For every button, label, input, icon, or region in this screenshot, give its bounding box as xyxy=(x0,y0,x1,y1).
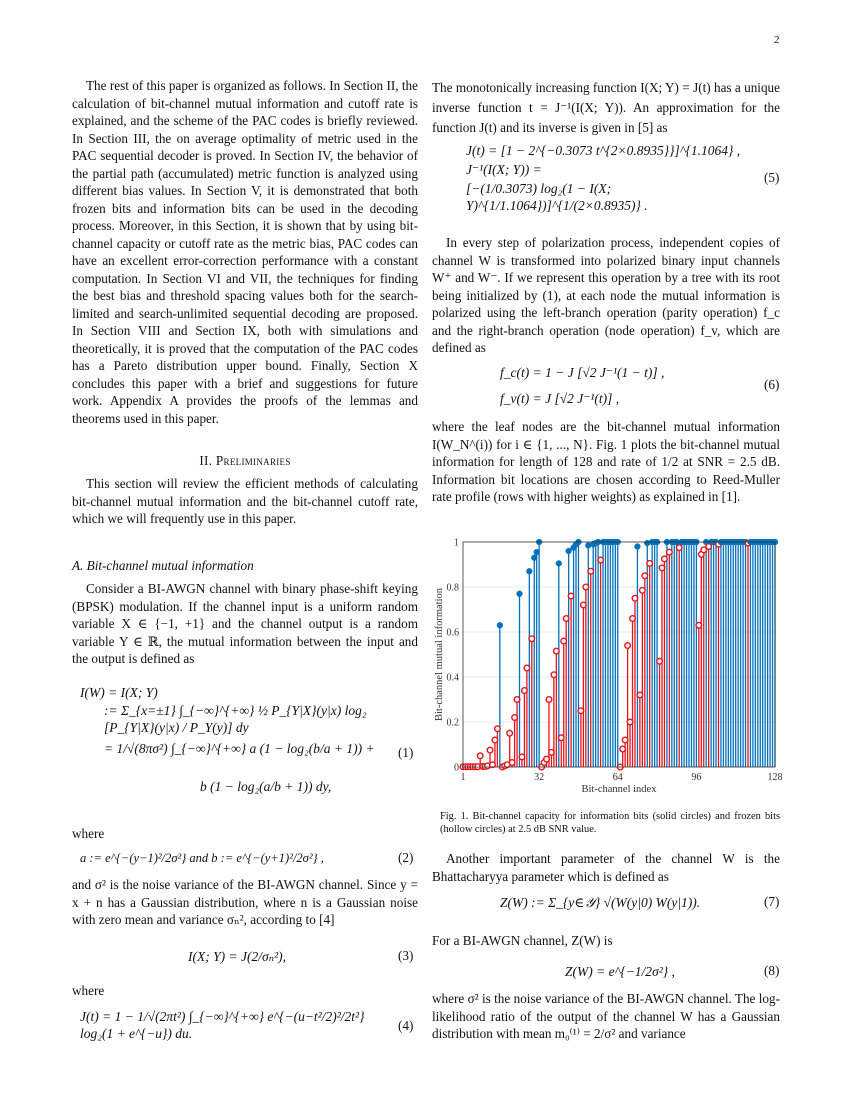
frozen-bit-marker xyxy=(492,737,498,743)
preliminaries-paragraph: This section will review the efficient methods of calculating bit-channel mutual information and the bit-channel cutoff rate, which we will frequently use in this paper. xyxy=(72,476,418,526)
frozen-bit-marker xyxy=(544,756,550,762)
frozen-bit-marker xyxy=(512,715,518,721)
frozen-bit-marker xyxy=(625,643,631,649)
equation-2: a := e^{−(y−1)²/2σ²} and b := e^{−(y+1)²/2σ²} , xyxy=(80,851,324,865)
page-number: 2 xyxy=(774,34,780,46)
subsection-heading: A. Bit-channel mutual information xyxy=(72,558,254,573)
frozen-bit-marker xyxy=(676,545,682,551)
equation-4-number: (4) xyxy=(398,1018,414,1033)
equation-8-number: (8) xyxy=(764,963,780,978)
frozen-bit-marker xyxy=(630,616,636,622)
frozen-bit-marker xyxy=(546,697,552,703)
equation-6-number: (6) xyxy=(764,377,780,392)
llr-paragraph: where σ² is the noise variance of the BI-AWGN channel. The log-likelihood ratio of the output of the channel W has a Gaussian distribution with mean m₀⁽¹⁾ = 2/σ² and variance xyxy=(432,991,780,1041)
frozen-bit-marker xyxy=(578,708,584,714)
frozen-bit-marker xyxy=(563,616,569,622)
frozen-bit-marker xyxy=(568,593,574,599)
bhattacharyya-paragraph: Another important parameter of the channel W is the Bhattacharyya parameter which is defined as xyxy=(432,851,780,884)
frozen-bit-marker xyxy=(487,747,493,753)
frozen-bit-marker xyxy=(647,561,653,567)
frozen-bit-marker xyxy=(529,636,535,642)
frozen-bit-marker xyxy=(549,750,555,756)
frozen-bit-marker xyxy=(554,648,560,654)
frozen-bit-marker xyxy=(581,602,587,608)
y-tick-label: 0.8 xyxy=(446,582,459,594)
information-bit-marker xyxy=(635,544,641,550)
bit-channel-chart xyxy=(430,530,790,805)
information-bit-marker xyxy=(517,591,523,597)
frozen-bit-marker xyxy=(519,754,525,760)
frozen-bit-marker xyxy=(588,568,594,574)
equation-7-number: (7) xyxy=(764,894,780,909)
frozen-bit-marker xyxy=(627,719,633,725)
frozen-bit-marker xyxy=(657,658,663,664)
frozen-bit-marker xyxy=(696,622,702,628)
noise-paragraph: and σ² is the noise variance of the BI-AWGN channel. Since y = x + n has a Gaussian distribution, where n is a Gaussian noise with zero mean and variance σₙ², according to [4] xyxy=(72,877,418,927)
equation-1-line-3: = 1/√(8πσ²) ∫_{−∞}^{+∞} a (1 − log₂(b/a + 1)) + xyxy=(104,741,375,756)
equation-3: I(X; Y) = J(2/σₙ²), xyxy=(188,949,287,964)
frozen-bit-marker xyxy=(477,753,483,759)
equation-3-number: (3) xyxy=(398,948,414,963)
frozen-bit-marker xyxy=(507,730,513,736)
equation-4: J(t) = 1 − 1/√(2πt²) ∫_{−∞}^{+∞} e^{−(u−t²/2)²/2t²} log₂(1 + e^{−u}) du. xyxy=(80,1009,365,1041)
x-axis-label: Bit-channel index xyxy=(581,784,657,795)
bi-awgn-paragraph: Consider a BI-AWGN channel with binary phase-shift keying (BPSK) modulation. If the channel input is a uniform random variable X ∈ {−1, +1} and the channel output is a random variable Y ∈ ℝ, the mutual information between the input and the output is defined as xyxy=(72,581,418,666)
frozen-bit-marker xyxy=(667,549,673,555)
frozen-bit-marker xyxy=(640,588,646,594)
x-tick-label: 32 xyxy=(534,772,545,783)
frozen-bit-marker xyxy=(632,595,638,601)
frozen-bit-marker xyxy=(622,737,628,743)
polarization-paragraph: In every step of polarization process, independent copies of channel W is transformed into polarized binary input channels W⁺ and W⁻. If we represent this operation by a tree with its root being initialized by (1), at each node the mutual information is polarized using the left-branch operation (parity operation) f_c and the right-branch operation (node operation) f_v, which are defined as xyxy=(432,235,780,355)
frozen-bit-marker xyxy=(522,688,528,694)
x-tick-label: 128 xyxy=(767,772,783,783)
equation-8: Z(W) = e^{−1/2σ²} , xyxy=(565,964,675,979)
frozen-bit-marker xyxy=(620,746,626,752)
equation-1-line-1: I(W) = I(X; Y) xyxy=(80,685,158,700)
equation-6-line-1: f_c(t) = 1 − J [√2 J⁻¹(1 − t)] , xyxy=(500,365,665,380)
frozen-bit-marker xyxy=(514,697,520,703)
frozen-bit-marker xyxy=(561,638,567,644)
y-tick-label: 0.4 xyxy=(446,672,459,684)
frozen-bit-marker xyxy=(659,565,665,571)
leaf-nodes-paragraph: where the leaf nodes are the bit-channel mutual information I(W_N^(i)) for i ∈ {1, ..., N}. Fig. 1 plots the bit-channel mutual information for length of 128 and rate of 1/2 at SNR = 2.5 dB. Information bit locations are chosen according to Reed-Muller rate profile (rows with higher weights) as explained in [1]. xyxy=(432,419,780,504)
equation-7: Z(W) := Σ_{y∈𝒴} √(W(y|0) W(y|1)). xyxy=(500,895,701,910)
x-tick-label: 64 xyxy=(612,772,623,783)
bi-awgn-z-label: For a BI-AWGN channel, Z(W) is xyxy=(432,933,613,948)
equation-6-line-2: f_v(t) = J [√2 J⁻¹(t)] , xyxy=(500,391,620,406)
equation-2-number: (2) xyxy=(398,850,414,865)
x-tick-label: 96 xyxy=(691,772,702,783)
equation-1-line-4: b (1 − log₂(a/b + 1)) dy, xyxy=(200,779,332,794)
where-label: where xyxy=(72,826,105,841)
figure-caption: Fig. 1. Bit-channel capacity for information bits (solid circles) and frozen bits (hollow circles) at 2.5 dB SNR value. xyxy=(440,811,780,835)
y-tick-label: 0 xyxy=(454,762,459,774)
y-tick-label: 0.2 xyxy=(446,717,459,729)
where-label-2: where xyxy=(72,983,105,998)
frozen-bit-marker xyxy=(495,726,501,732)
equation-5-number: (5) xyxy=(764,170,780,185)
equation-5-line-3: [−(1/0.3073) log₂(1 − I(X; Y)^{1/1.1064})]^{1/(2×0.8935)} . xyxy=(466,181,648,213)
y-axis-label: Bit-channel mutual information xyxy=(434,588,445,721)
inverse-function-paragraph: The monotonically increasing function I(X; Y) = J(t) has a unique inverse function t = J⁻¹(I(X; Y)). An approximation for the function J(t) and its inverse is given in [5] as xyxy=(432,80,780,135)
information-bit-marker xyxy=(534,549,540,555)
section-heading: II. Preliminaries xyxy=(199,453,291,468)
frozen-bit-marker xyxy=(637,692,643,698)
frozen-bit-marker xyxy=(558,735,564,741)
information-bit-marker xyxy=(531,555,537,561)
frozen-bit-marker xyxy=(524,665,530,671)
equation-1-number: (1) xyxy=(398,745,414,760)
frozen-bit-marker xyxy=(509,760,515,766)
intro-paragraph: The rest of this paper is organized as follows. In Section II, the calculation of bit-channel mutual information and cutoff rate is explained, and the scheme of the PAC codes is briefly reviewed. In Section III, the on average optimality of metric used in the PAC sequential decoder is proved. In Section IV, the behavior of the partial path (accumulated) metric function is analyzed using different bias values. In Section V, it is demonstrated that both frozen bits and information bits can be used in the decoding process. Moreover, in this Section, it is shown that by using bit-channel capacity or cutoff rate as the metric bias, PAC codes can have an excellent error-correction performance with a constant computation. In Section VI and VII, the techniques for finding the best bias and threshold spacing values both for the search-limited and search-unlimited sequential decoding are proposed. In Section VIII and Section IX, both with simulations and theoretically, it is proved that the computation of the PAC codes has a Pareto distribution upper bound. Finally, Section X concludes this paper with a brief and suggestions for future work. Appendix A provides the proofs of the lemmas and theorems used in this paper. xyxy=(72,78,418,426)
equation-1-line-2: := Σ_{x=±1} ∫_{−∞}^{+∞} ½ P_{Y|X}(y|x) log₂ [P_{Y|X}(y|x) / P_Y(y)] dy xyxy=(104,703,367,735)
frozen-bit-marker xyxy=(662,556,668,562)
information-bit-marker xyxy=(566,548,572,554)
y-tick-label: 0.6 xyxy=(446,627,459,639)
information-bit-marker xyxy=(526,568,532,574)
frozen-bit-marker xyxy=(598,557,604,563)
y-tick-label: 1 xyxy=(454,537,459,549)
frozen-bit-marker xyxy=(642,573,648,579)
information-bit-marker xyxy=(497,622,503,628)
x-tick-label: 1 xyxy=(460,772,466,783)
information-bit-marker xyxy=(556,560,562,566)
frozen-bit-marker xyxy=(551,672,557,678)
frozen-bit-marker xyxy=(583,584,589,590)
equation-5-line-2: J⁻¹(I(X; Y)) = xyxy=(466,162,542,177)
equation-5-line-1: J(t) = [1 − 2^{−0.3073 t^{2×0.8935}}]^{1.1064} , xyxy=(466,143,741,158)
